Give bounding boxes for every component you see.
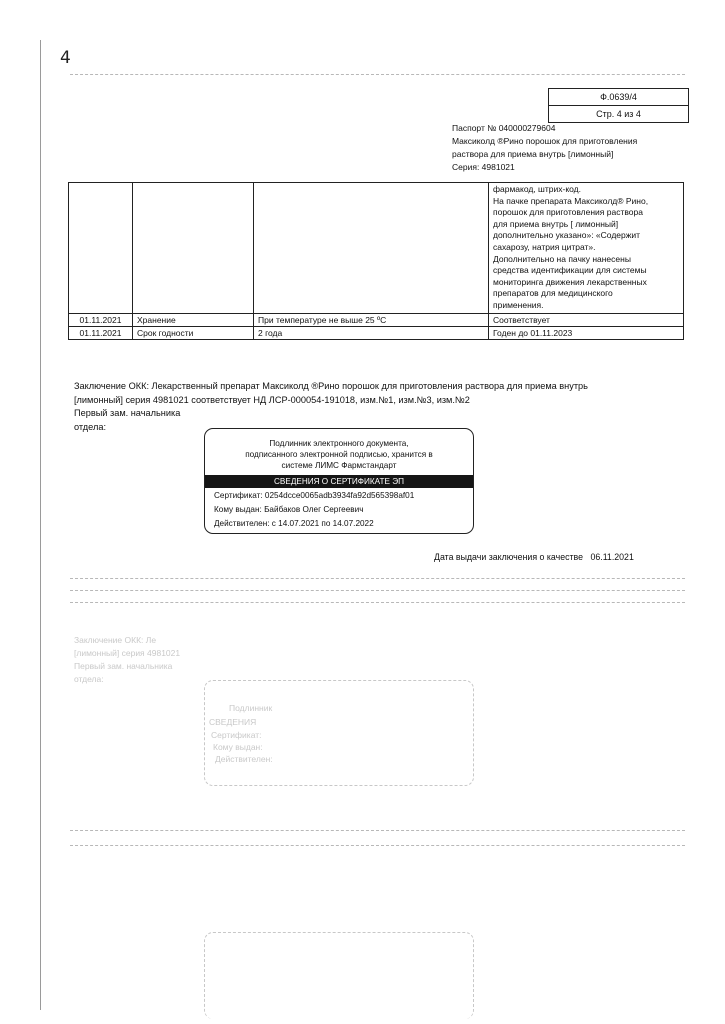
signer-position-line1: Первый зам. начальника	[74, 408, 181, 418]
desc-line: сахарозу, натрия цитрат».	[493, 241, 596, 252]
row-test: Срок годности	[133, 326, 254, 339]
valid-label: Действителен:	[214, 519, 270, 528]
desc-line: На пачке препарата Максиколд® Рино,	[493, 195, 649, 206]
ghost-line: отдела:	[74, 674, 104, 684]
signer-position-line2: отдела:	[74, 421, 106, 432]
passport-product-line1: Максиколд ®Рино порошок для приготовления	[452, 136, 638, 146]
stamp-header	[205, 429, 473, 471]
row-result: Соответствует	[489, 313, 684, 326]
page-counter: Стр. 4 из 4	[596, 109, 641, 119]
stamp-valid-row	[205, 517, 473, 531]
row-date: 01.11.2021	[69, 313, 133, 326]
ghost-stamp-cert: Сертификат:	[211, 730, 262, 740]
conclusion-line1: Заключение ОКК: Лекарственный препарат Максиколд ®Рино порошок для приготовления раствора для приема внутрь	[74, 381, 588, 391]
desc-line: для приема внутрь [ лимонный]	[493, 218, 619, 229]
table-cell-empty	[133, 183, 254, 314]
desc-line: препаратов для медицинского	[493, 288, 613, 299]
scan-noise-line	[70, 830, 685, 832]
conclusion-block	[74, 380, 694, 434]
electronic-signature-stamp	[204, 428, 474, 534]
ghost-stamp-bar: СВЕДЕНИЯ	[209, 717, 257, 727]
table-row	[69, 183, 684, 314]
desc-line: Дополнительно на пачку нанесены	[493, 253, 631, 264]
left-margin-rule	[40, 40, 41, 1010]
continued-result-cell	[489, 183, 684, 314]
row-norm: 2 года	[254, 326, 489, 339]
stamp-owner-row	[205, 503, 473, 517]
owner-label: Кому выдан:	[214, 505, 262, 514]
cert-value: 0254dcce0065adb3934fa92d565398af01	[264, 491, 415, 500]
desc-line: применения.	[493, 299, 544, 310]
handwritten-page-mark: 4	[60, 48, 71, 68]
issue-date-label: Дата выдачи заключения о качестве	[434, 552, 584, 562]
ghost-stamp-owner: Кому выдан:	[213, 742, 263, 752]
stamp-certificate-row	[205, 488, 473, 503]
issue-date	[434, 552, 634, 562]
scan-noise-line	[70, 590, 685, 592]
scan-noise-line	[70, 845, 685, 847]
passport-series: Серия: 4981021	[452, 162, 515, 172]
stamp-certificate-bar: СВЕДЕНИЯ О СЕРТИФИКАТЕ ЭП	[205, 475, 473, 488]
table-row	[69, 326, 684, 339]
stamp-header-line3: системе ЛИМС Фармстандарт	[281, 461, 397, 470]
passport-product-line2: раствора для приема внутрь [лимонный]	[452, 149, 614, 159]
desc-line: фармакод, штрих-код.	[493, 184, 582, 194]
row-norm: При температуре не выше 25 ºС	[254, 313, 489, 326]
ghost-line: Первый зам. начальника	[74, 661, 173, 671]
issue-date-value: 06.11.2021	[590, 552, 634, 562]
table-cell-empty	[69, 183, 133, 314]
desc-line: средства идентификации для системы	[493, 265, 647, 276]
row-date: 01.11.2021	[69, 326, 133, 339]
ghost-line: [лимонный] серия 4981021	[74, 648, 181, 658]
scan-noise-line	[70, 578, 685, 580]
ghost-stamp-valid: Действителен:	[215, 754, 273, 764]
ghost-stamp-header: Подлинник	[229, 703, 273, 713]
bleed-through-text	[74, 634, 180, 686]
scan-noise-line	[70, 74, 685, 76]
conclusion-line2: [лимонный] серия 4981021 соответствует НД ЛСР-000054-191018, изм.№1, изм.№3, изм.№2	[74, 394, 470, 405]
passport-header	[452, 122, 702, 174]
cert-label: Сертификат:	[214, 491, 263, 500]
desc-line: дополнительно указано»: «Содержит	[493, 230, 641, 241]
test-results-table	[68, 182, 684, 340]
form-code: Ф.0639/4	[549, 89, 688, 106]
row-test: Хранение	[133, 313, 254, 326]
stamp-header-line2: подписанного электронной подписью, хранится в	[245, 450, 433, 459]
passport-number: Паспорт № 040000279604	[452, 123, 556, 133]
stamp-header-line1: Подлинник электронного документа,	[269, 439, 409, 448]
scan-noise-line	[70, 602, 685, 604]
valid-value: с 14.07.2021 по 14.07.2022	[271, 519, 374, 528]
desc-line: мониторинга движения лекарственных	[493, 276, 647, 287]
form-number-box	[548, 88, 689, 123]
table-cell-empty	[254, 183, 489, 314]
ghost-line: Заключение ОКК: Ле	[74, 635, 157, 645]
table-row	[69, 313, 684, 326]
owner-value: Байбаков Олег Сергеевич	[264, 505, 364, 514]
desc-line: порошок для приготовления раствора	[493, 207, 643, 218]
bleed-through-stamp	[204, 680, 474, 786]
bleed-through-stamp-lower	[204, 932, 474, 1019]
row-result: Годен до 01.11.2023	[489, 326, 684, 339]
